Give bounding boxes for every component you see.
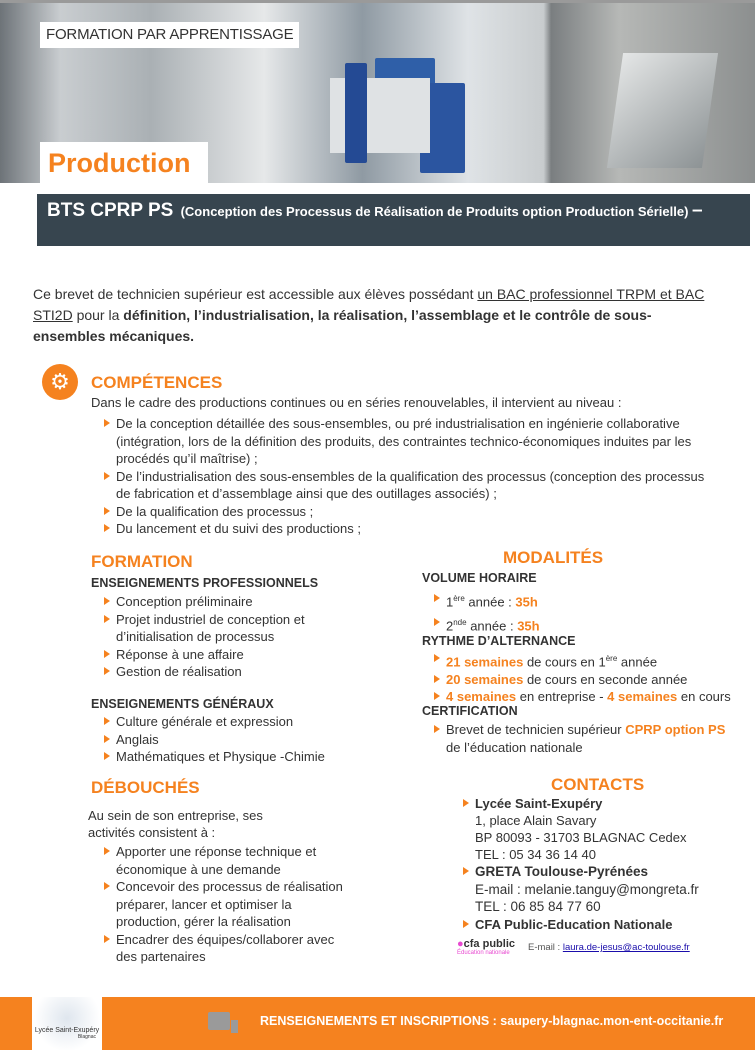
list-item: Projet industriel de conception et d’initialisation de processus [104, 611, 324, 646]
list-item: 1ère année : 35h [434, 590, 734, 611]
list-item: Conception préliminaire [104, 593, 324, 611]
list-item: 20 semaines de cours en seconde année [434, 671, 754, 689]
dash: – [692, 200, 703, 221]
contact-greta: GRETA Toulouse-Pyrénées E-mail : melanie.tanguy@mongreta.fr TEL : 06 85 84 77 60 [463, 863, 753, 916]
intro-bold: définition, l’industrialisation, la réalisation, l’assemblage et le contrôle de sous-ensembles mécaniques. [33, 307, 652, 344]
formation-title: FORMATION [91, 552, 193, 571]
list-item: 21 semaines de cours en 1ère année [434, 650, 754, 671]
volume-list [434, 590, 734, 635]
vise-shape [607, 53, 718, 168]
contact-lycee: Lycée Saint-Exupéry 1, place Alain Savary BP 80093 - 31703 BLAGNAC Cedex TEL : 05 34 36 14 40 [463, 795, 753, 863]
list-item: Apporter une réponse technique et économique à une demande [104, 843, 349, 878]
volume-title: VOLUME HORAIRE [422, 571, 537, 585]
rythme-title: RYTHME D’ALTERNANCE [422, 634, 576, 648]
intro-text: Ce brevet de technicien supérieur est accessible aux élèves possédant [33, 286, 478, 302]
bts-code: BTS CPRP PS [47, 200, 174, 221]
list-item: De la qualification des processus ; [104, 503, 719, 521]
intro-text: pour la [72, 307, 124, 323]
cfa-email: E-mail : laura.de-jesus@ac-toulouse.fr [528, 942, 690, 953]
phone-icon [230, 1019, 239, 1034]
gears-icon: ⚙ [42, 364, 78, 400]
cfa-logo: ●cfa public Éducation nationale [457, 938, 515, 956]
footer [0, 997, 755, 1050]
contacts-title: CONTACTS [551, 775, 645, 794]
cfa-email-link[interactable]: laura.de-jesus@ac-toulouse.fr [562, 942, 690, 953]
list-item: Culture générale et expression [104, 713, 364, 731]
gen-title: ENSEIGNEMENTS GÉNÉRAUX [91, 697, 274, 711]
title-banner [37, 194, 750, 246]
debouches-list [104, 843, 349, 966]
pro-title: ENSEIGNEMENTS PROFESSIONNELS [91, 576, 319, 590]
formation-tag: FORMATION PAR APPRENTISSAGE [40, 22, 299, 48]
list-item: 2nde année : 35h [434, 614, 734, 635]
rythme-list [434, 650, 754, 706]
pro-list [104, 593, 324, 681]
contacts-list [463, 795, 753, 933]
competences-title: COMPÉTENCES [91, 373, 223, 392]
school-logo: Lycée Saint-Exupéry Blagnac [32, 997, 102, 1050]
list-item: Réponse à une affaire [104, 646, 324, 664]
worker-shape [345, 63, 367, 163]
list-item: Mathématiques et Physique -Chimie [104, 748, 364, 766]
debouches-title: DÉBOUCHÉS [91, 778, 200, 797]
bts-description: (Conception des Processus de Réalisation de Produits option Production Sérielle) [180, 204, 689, 219]
competences-lead: Dans le cadre des productions continues ou en séries renouvelables, il intervient au niveau : [91, 395, 622, 410]
list-item: 4 semaines en entreprise - 4 semaines en cours [434, 688, 754, 706]
list-item: Anglais [104, 731, 364, 749]
cert-title: CERTIFICATION [422, 704, 518, 718]
footer-info: RENSEIGNEMENTS ET INSCRIPTIONS : saupery-blagnac.mon-ent-occitanie.fr [260, 1014, 724, 1028]
devices-icon [208, 1012, 230, 1030]
gen-list [104, 713, 364, 766]
list-item: De l’industrialisation des sous-ensembles de la qualification des processus (conception des processus de fabrication et d’assemblage ainsi que des outillages associés) ; [104, 468, 719, 503]
list-item: Gestion de réalisation [104, 663, 324, 681]
contact-cfa: CFA Public-Education Nationale [463, 916, 753, 934]
list-item: Concevoir des processus de réalisation préparer, lancer et optimiser la production, gérer la réalisation [104, 878, 349, 931]
list-item: Du lancement et du suivi des productions ; [104, 520, 719, 538]
intro-link: un BAC professionnel TRPM et BAC STI2D [33, 286, 705, 323]
list-item: De la conception détaillée des sous-ensembles, ou pré industrialisation en ingénierie collaborative (intégration, lors de la définition des produits, des contraintes technico-économiques induites par les procédés qu’il maîtrise) ; [104, 415, 719, 468]
page-title: Production [40, 142, 208, 183]
debouches-lead: Au sein de son entreprise, ses activités consistent à : [88, 808, 263, 840]
list-item: Encadrer des équipes/collaborer avec des partenaires [104, 931, 349, 966]
competences-list [104, 415, 719, 538]
modalites-title: MODALITÉS [503, 548, 604, 567]
list-item: Brevet de technicien supérieur CPRP option PS de l’éducation nationale [434, 721, 734, 756]
intro-paragraph [33, 284, 718, 347]
cert-list [434, 721, 734, 756]
